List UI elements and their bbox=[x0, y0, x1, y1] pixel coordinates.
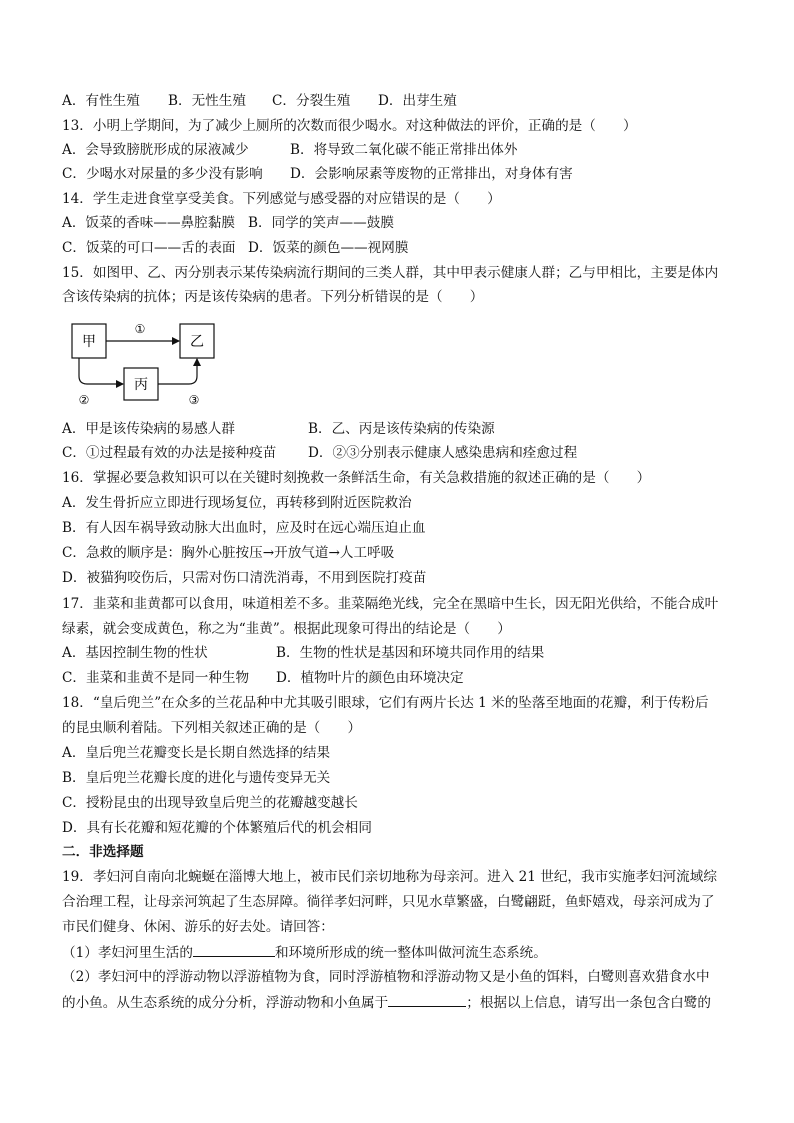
q18-option-d: D．具有长花瓣和短花瓣的个体繁殖后代的机会相同 bbox=[62, 820, 372, 836]
q18-option-b: B．皇后兜兰花瓣长度的进化与遗传变异无关 bbox=[62, 770, 331, 786]
q13-option-c: C．少喝水对尿量的多少没有影响 bbox=[62, 166, 263, 182]
section-title: 二．非选择题 bbox=[62, 844, 144, 860]
q18-option-a: A．皇后兜兰花瓣变长是长期自然选择的结果 bbox=[62, 745, 331, 761]
q13-stem: 13．小明上学期间，为了减少上厕所的次数而很少喝水。对这种做法的评价，正确的是（ ） bbox=[62, 118, 637, 134]
q18-option-c: C．授粉昆虫的出现导致皇后兜兰的花瓣越变越长 bbox=[62, 795, 358, 811]
q13-option-d: D．会影响尿素等废物的正常排出，对身体有害 bbox=[290, 166, 573, 182]
arrow-1-label: ① bbox=[134, 322, 146, 336]
q19-part2-suffix: ；根据以上信息，请写出一条包含白鹭的 bbox=[466, 995, 711, 1011]
q17-stem-line2: 绿素，就会变成黄色，称之为“韭黄”。根据此现象可得出的结论是（ ） bbox=[62, 621, 511, 637]
q12-option-c: C．分裂生殖 bbox=[272, 93, 351, 109]
q17-option-b: B．生物的性状是基因和环境共同作用的结果 bbox=[276, 645, 545, 661]
q19-part1-prefix: （1）孝妇河里生活的 bbox=[62, 945, 193, 961]
q14-option-d: D．饭菜的颜色——视网膜 bbox=[248, 240, 409, 256]
q16-stem: 16．掌握必要急救知识可以在关键时刻挽救一条鲜活生命，有关急救措施的叙述正确的是（ ） bbox=[62, 470, 651, 486]
q14-option-a: A．饭菜的香味——鼻腔黏膜 bbox=[62, 215, 235, 231]
box-bing-label: 丙 bbox=[134, 377, 148, 393]
q12-option-d: D．出芽生殖 bbox=[378, 93, 457, 109]
q19-line1: 19．孝妇河自南向北蜿蜒在淄博大地上，被市民们亲切地称为母亲河。进入 21 世纪，我市实施孝妇河流域综 bbox=[62, 869, 717, 885]
q15-option-a: A．甲是该传染病的易感人群 bbox=[62, 421, 235, 437]
q18-stem-line1: 18．“皇后兜兰”在众多的兰花品种中尤其吸引眼球，它们有两片长达 1 米的坠落至地面的花瓣，利于传粉后 bbox=[62, 695, 709, 711]
q16-option-b: B．有人因车祸导致动脉大出血时，应及时在远心端压迫止血 bbox=[62, 520, 426, 536]
q13-option-a: A．会导致膀胱形成的尿液减少 bbox=[62, 142, 249, 158]
q12-option-a: A．有性生殖 bbox=[62, 93, 140, 109]
box-yi-label: 乙 bbox=[190, 334, 204, 350]
q18-stem-line2: 的昆虫顺利着陆。下列相关叙述正确的是（ ） bbox=[62, 720, 362, 736]
infection-diagram bbox=[62, 316, 222, 412]
q14-stem: 14．学生走进食堂享受美食。下列感觉与感受器的对应错误的是（ ） bbox=[62, 191, 501, 207]
q15-option-c: C．①过程最有效的办法是接种疫苗 bbox=[62, 445, 277, 461]
box-jia-label: 甲 bbox=[82, 334, 96, 350]
q15-stem-line2: 含该传染病的抗体；丙是该传染病的患者。下列分析错误的是（ ） bbox=[62, 289, 484, 305]
answer-blank-1[interactable] bbox=[193, 942, 275, 957]
q15-stem-line1: 15．如图甲、乙、丙分别表示某传染病流行期间的三类人群，其中甲表示健康人群；乙与甲相比，主要是体内 bbox=[62, 265, 719, 281]
q19-part1-suffix: 和环境所形成的统一整体叫做河流生态系统。 bbox=[275, 945, 547, 961]
arrow-2 bbox=[79, 358, 123, 384]
q16-option-c: C．急救的顺序是：胸外心脏按压→开放气道→人工呼吸 bbox=[62, 545, 395, 561]
q17-option-d: D．植物叶片的颜色由环境决定 bbox=[276, 670, 464, 686]
arrow-3 bbox=[158, 359, 197, 384]
q14-option-b: B．同学的笑声——鼓膜 bbox=[248, 215, 394, 231]
q19-part2-line1: （2）孝妇河中的浮游动物以浮游植物为食，同时浮游植物和浮游动物又是小鱼的饵料，白鹭则喜欢猎食水中 bbox=[62, 969, 710, 985]
q15-option-b: B．乙、丙是该传染病的传染源 bbox=[308, 421, 495, 437]
answer-blank-2[interactable] bbox=[388, 992, 466, 1007]
q17-stem-line1: 17．韭菜和韭黄都可以食用，味道相差不多。韭菜隔绝光线，完全在黑暗中生长，因无阳光供给，不能合成叶 bbox=[62, 596, 719, 612]
q13-option-b: B．将导致二氧化碳不能正常排出体外 bbox=[290, 142, 518, 158]
q17-option-c: C．韭菜和韭黄不是同一种生物 bbox=[62, 670, 250, 686]
q16-option-a: A．发生骨折应立即进行现场复位，再转移到附近医院救治 bbox=[62, 495, 412, 511]
q19-part2-prefix: 的小鱼。从生态系统的成分分析，浮游动物和小鱼属于 bbox=[62, 995, 389, 1011]
q19-line3: 市民们健身、休闲、游乐的好去处。请回答： bbox=[62, 919, 334, 935]
q19-line2: 合治理工程，让母亲河筑起了生态屏障。徜徉孝妇河畔，只见水草繁盛，白鹭翩跹，鱼虾嬉戏，母亲河成为了 bbox=[62, 894, 715, 910]
q19-part1 bbox=[62, 942, 547, 963]
q15-option-d: D．②③分别表示健康人感染患病和痊愈过程 bbox=[308, 445, 578, 461]
q19-part2-line2 bbox=[62, 992, 711, 1013]
q14-option-c: C．饭菜的可口——舌的表面 bbox=[62, 240, 236, 256]
q12-option-b: B．无性生殖 bbox=[168, 93, 246, 109]
arrow-3-label: ③ bbox=[188, 393, 200, 407]
arrow-2-label: ② bbox=[78, 393, 90, 407]
q16-option-d: D．被猫狗咬伤后，只需对伤口清洗消毒，不用到医院打疫苗 bbox=[62, 570, 427, 586]
q17-option-a: A．基因控制生物的性状 bbox=[62, 645, 208, 661]
